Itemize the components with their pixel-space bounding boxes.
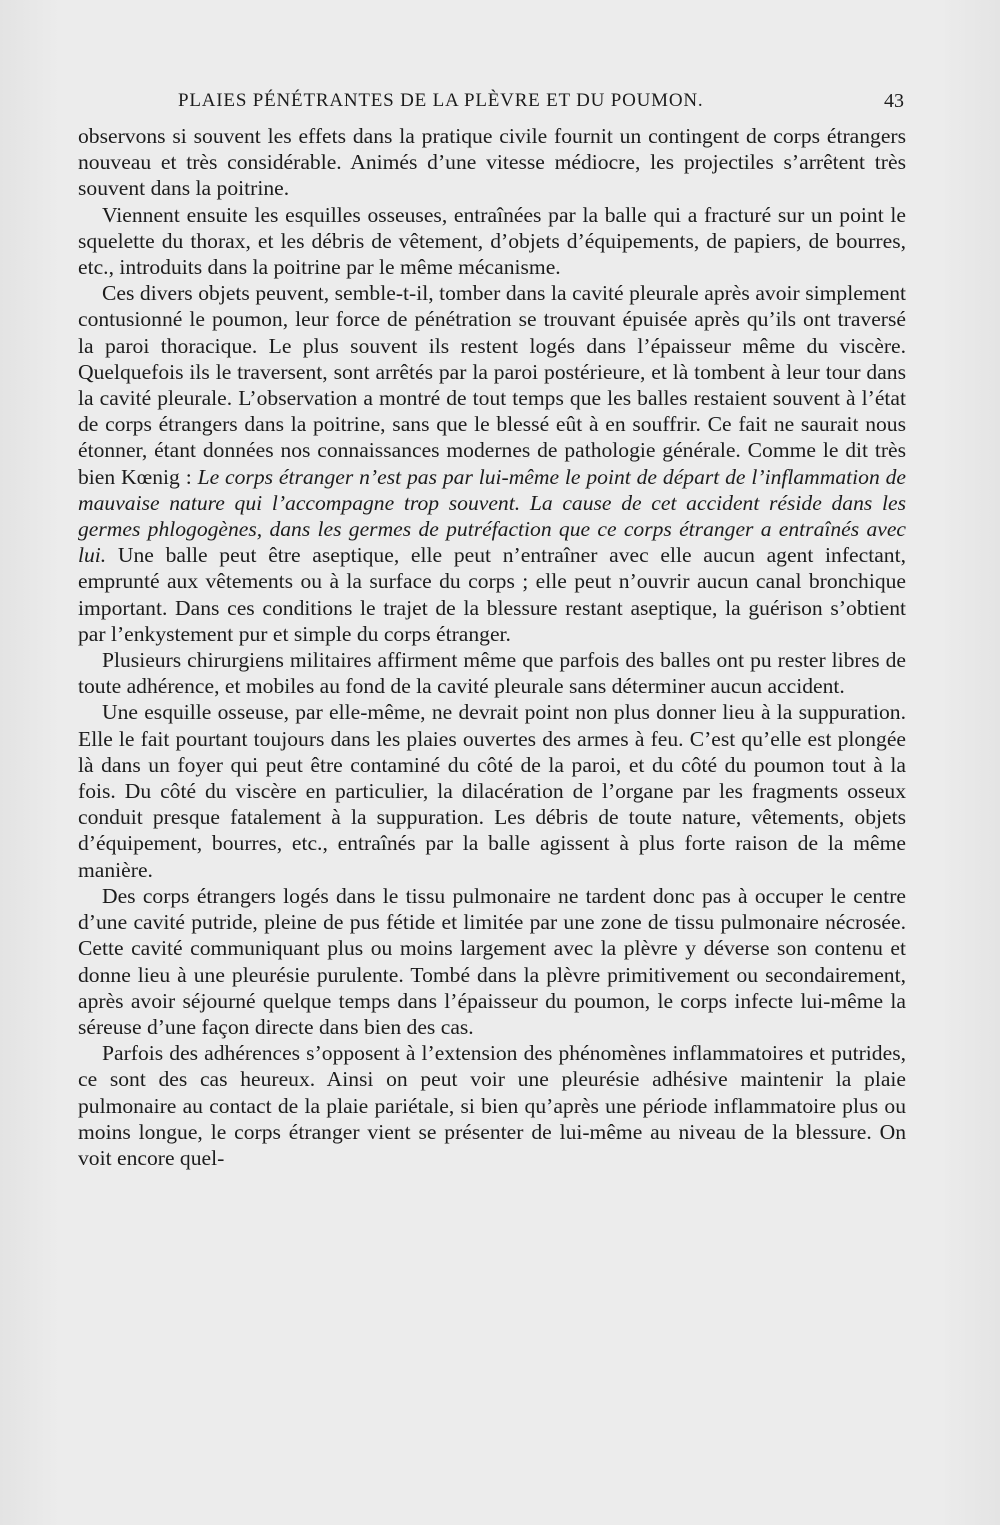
paragraph-text-after-quote: Une balle peut être aseptique, elle peut n’entraîner avec elle aucun agent infectant, emprunté aux vêtements ou à la surface du corps ; elle peut n’ouvrir aucun canal bronchique important. Dans ces conditions le trajet de la blessure restant aseptique, la guérison s’obtient par l’enkystement pur et simple du corps étranger. [78, 543, 906, 646]
paragraph-continuation: observons si souvent les effets dans la pratique civile fournit un contingent de corps étrangers nouveau et très considérable. Animés d’une vitesse médiocre, les projectiles s’arrêtent très souvent dans la poitrine. [78, 124, 906, 201]
paragraph-esquilles: Viennent ensuite les esquilles osseuses, entraînées par la balle qui a fracturé sur un point le squelette du thorax, et les débris de vêtement, d’objets d’équipements, de papiers, de bourres, etc., introduits dans la poitrine par le même mécanisme. [78, 202, 906, 280]
body-text [78, 123, 906, 1171]
paragraph-text-before-quote: Ces divers objets peuvent, semble-t-il, tomber dans la cavité pleurale après avoir simplement contusionné le poumon, leur force de pénétration se trouvant épuisée après qu’ils ont traversé la paroi thoracique. Le plus souvent ils restent logés dans l’épaisseur même du viscère. Quelquefois ils le traversent, sont arrêtés par la paroi postérieure, et là tombent à leur tour dans la cavité pleurale. L’observation a montré de tout temps que les balles restaient souvent à l’état de corps étrangers dans la poitrine, sans que le blessé eût à en souffrir. Ce fait ne saurait nous étonner, étant données nos connaissances modernes de pathologie générale. Comme le dit très bien Kœnig : [78, 281, 906, 489]
paragraph-divers-objets [78, 280, 906, 647]
paragraph-esquille-osseuse: Une esquille osseuse, par elle-même, ne devrait point non plus donner lieu à la suppuration. Elle le fait pourtant toujours dans les plaies ouvertes des armes à feu. C’est qu’elle est plongée là dans un foyer qui peut être contaminé du côté de la paroi, et du côté du poumon tout à la fois. Du côté du viscère en particulier, la dilacération de l’organe par les fragments osseux conduit presque fatalement à la suppuration. Les débris de toute nature, vêtements, objets d’équipement, bourres, etc., entraînés par la balle agissent à plus forte raison de la même manière. [78, 700, 906, 882]
running-head [78, 90, 904, 114]
koenig-quote: Le corps étranger n’est pas par lui-même le point de départ de l’inflammation de mauvaise nature qui l’accompagne trop souvent. La cause de cet accident réside dans les germes phlogogènes, dans les germes de putréfaction que ce corps étranger a entraînés avec lui. [78, 464, 907, 568]
paragraph-corps-etrangers: Des corps étrangers logés dans le tissu pulmonaire ne tardent donc pas à occuper le centre d’une cavité putride, pleine de pus fétide et limitée par une zone de tissu pulmonaire nécrosée. Cette cavité communiquant plus ou moins largement avec la plèvre y déverse son contenu et donne lieu à une pleurésie purulente. Tombé dans la plèvre primitivement ou secondairement, après avoir séjourné quelque temps dans l’épaisseur du poumon, le corps infecte lui-même la séreuse d’une façon directe dans bien des cas. [78, 883, 906, 1039]
paragraph-adherences: Parfois des adhérences s’opposent à l’extension des phénomènes inflammatoires et putrides, ce sont des cas heureux. Ainsi on peut voir une pleurésie adhésive maintenir la plaie pulmonaire au contact de la plaie pariétale, si bien qu’après une période inflammatoire plus ou moins longue, le corps étranger vient se présenter de lui-même au niveau de la blessure. On voit encore quel- [78, 1041, 906, 1170]
page-number: 43 [884, 90, 904, 112]
running-title: PLAIES PÉNÉTRANTES DE LA PLÈVRE ET DU POUMON. [178, 90, 704, 111]
paragraph-chirurgiens: Plusieurs chirurgiens militaires affirment même que parfois des balles ont pu rester libres de toute adhérence, et mobiles au fond de la cavité pleurale sans déterminer aucun accident. [78, 648, 906, 699]
